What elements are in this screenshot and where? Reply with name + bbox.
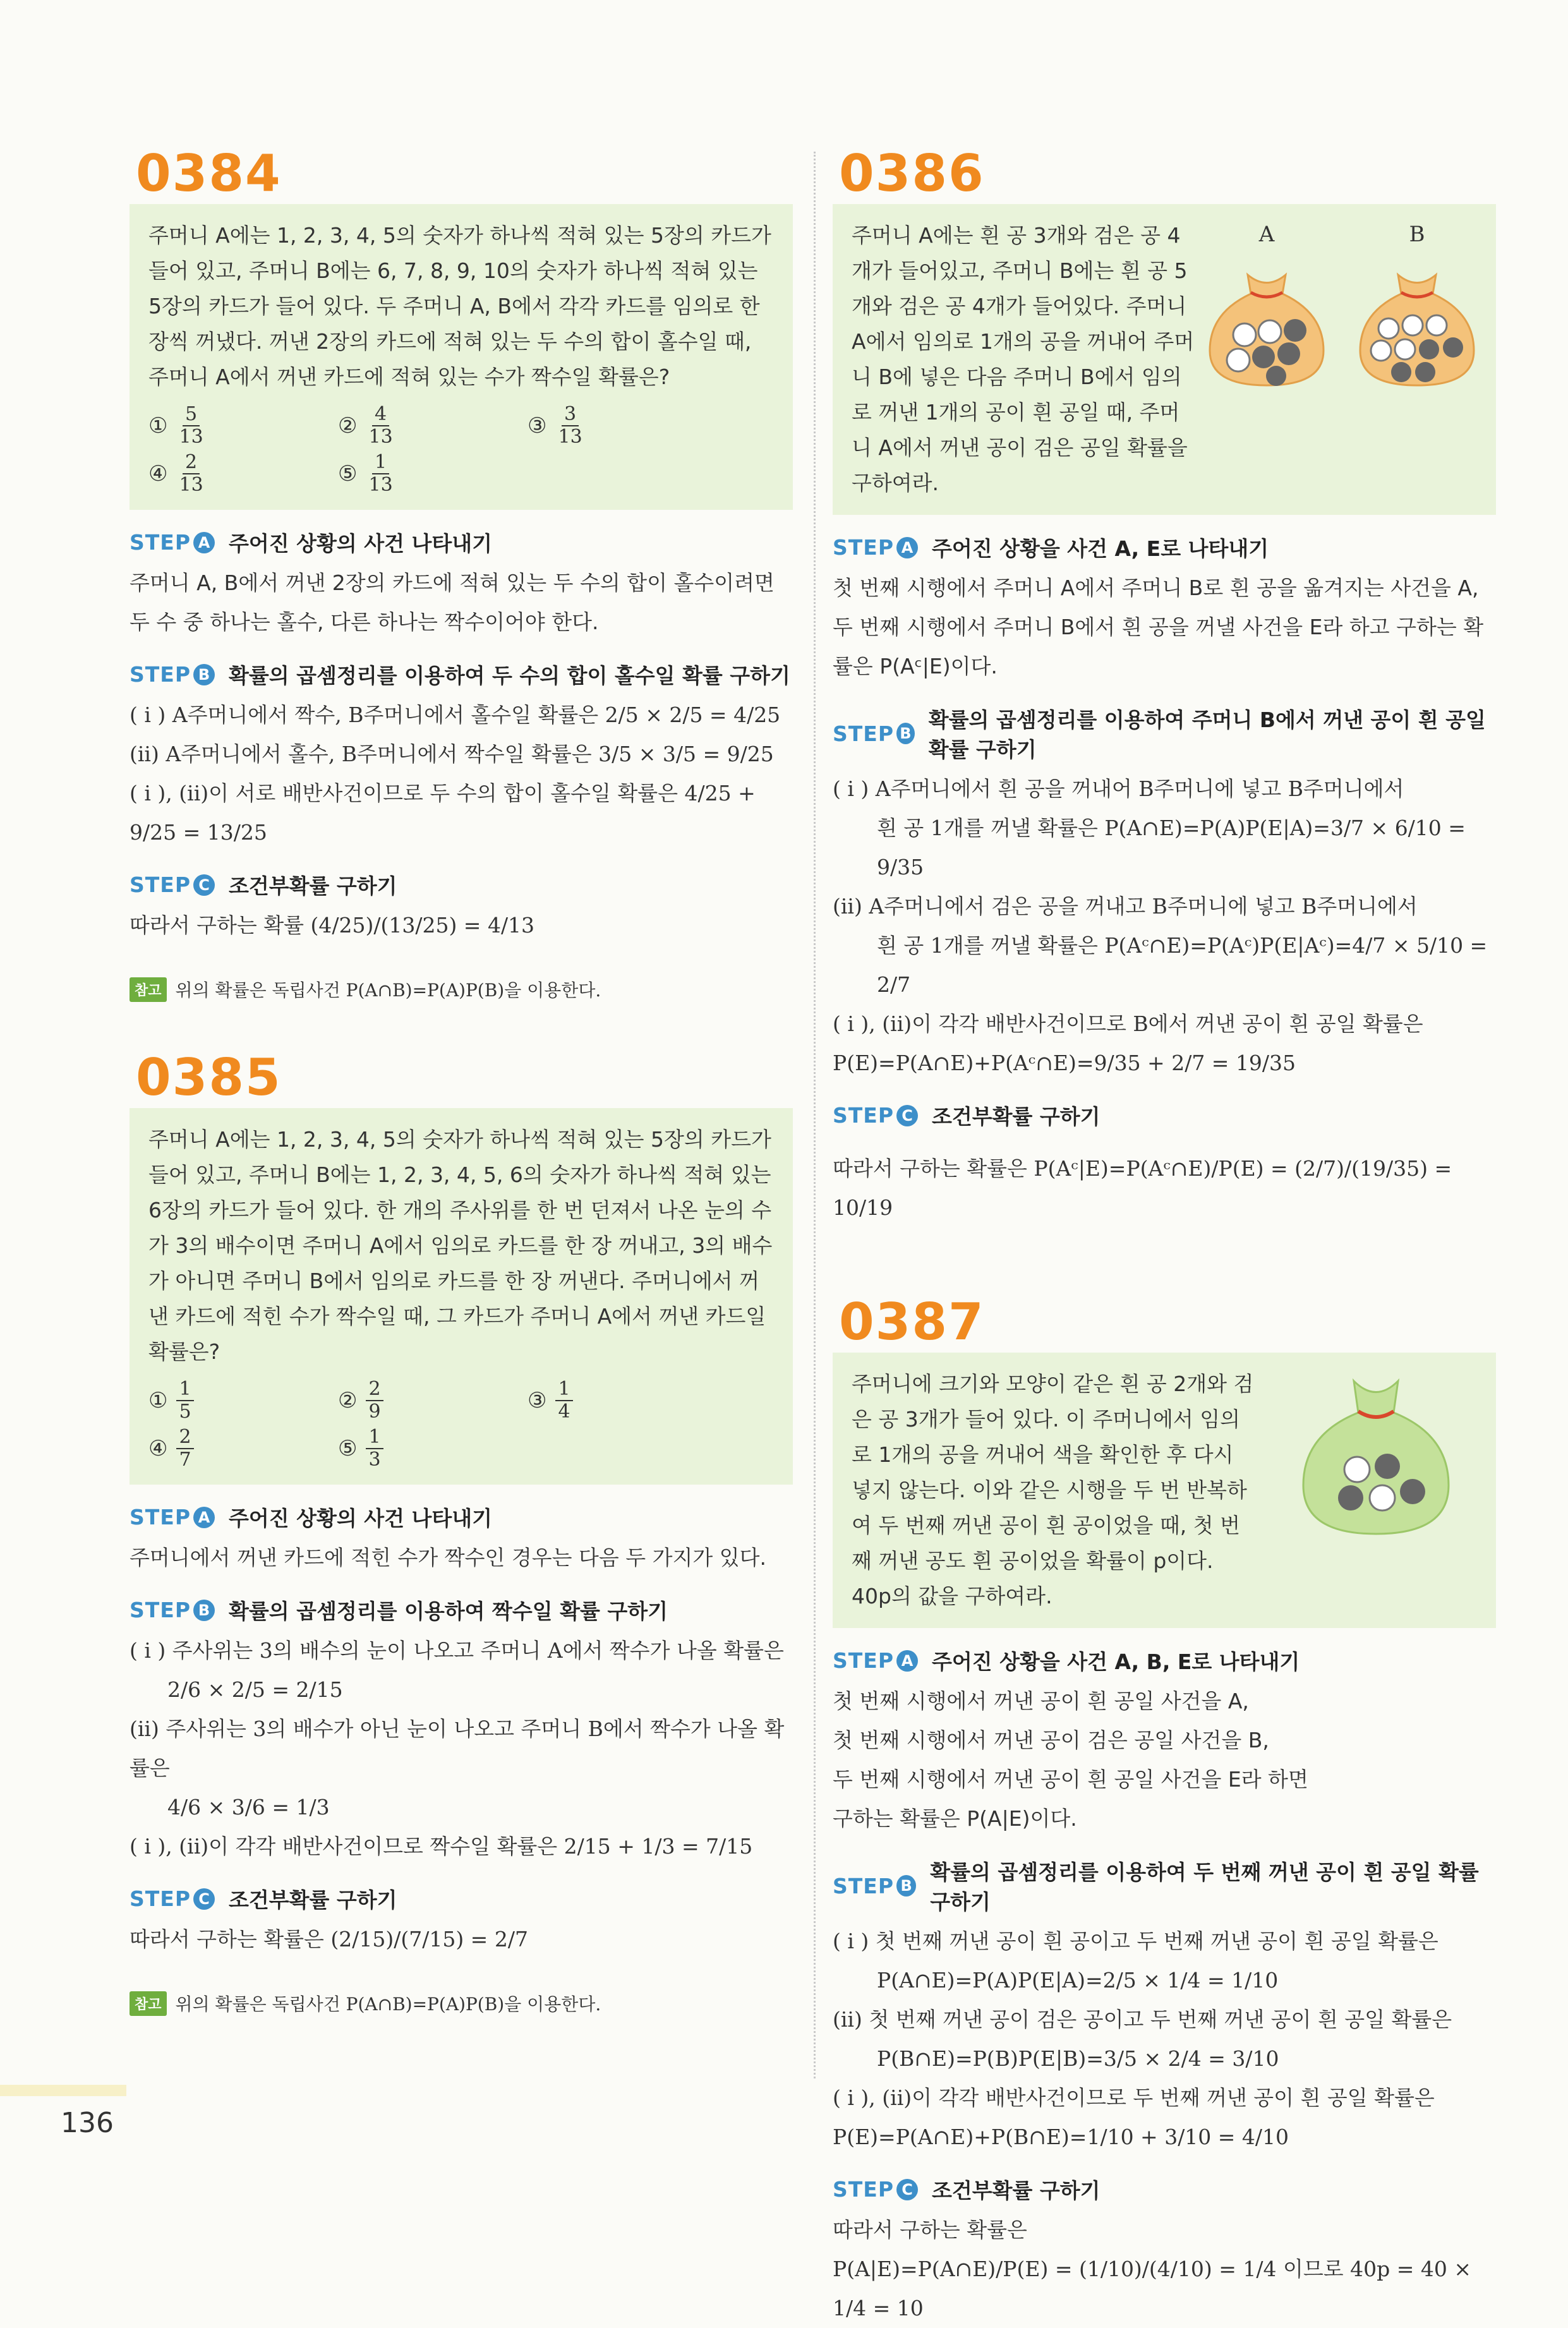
problem-number: 0386 [839, 144, 985, 203]
bag-icon [1294, 1368, 1458, 1539]
question-box [833, 1353, 1496, 1628]
problem-0384 [130, 144, 793, 1002]
choice-2[interactable]: ② $\frac{2}{9}$ [338, 1378, 528, 1423]
reference-note: 참고 위의 확률은 독립사건 P(A∩B)=P(A)P(B)을 이용한다. [130, 977, 793, 1002]
question-text: 주머니 A에는 흰 공 3개와 검은 공 4개가 들어있고, 주머니 B에는 흰 공 5개와 검은 공 4개가 들어있다. 주머니 A에서 임의로 1개의 공을 꺼내어 주머니 B에 넣은 다음 주머니 B에서 임의로 꺼낸 1개의 공이 흰 공일 때, 주머니 A에서 꺼낸 공이 검은 공일 확률을 구하여라. [852, 223, 1195, 495]
problem-0387 [833, 1293, 1496, 2328]
step-a-heading: STEP A 주어진 상황의 사건 나타내기 [130, 530, 493, 556]
step-b-heading: STEP B 확률의 곱셈정리를 이용하여 두 번째 꺼낸 공이 흰 공일 확률 구하기 [833, 1860, 1479, 1914]
question-box [130, 1108, 793, 1485]
question-text: 주머니에 크기와 모양이 같은 흰 공 2개와 검은 공 3개가 들어 있다. 이 주머니에서 임의로 1개의 공을 꺼내어 색을 확인한 후 다시 넣지 않는다. 이와 같은 시행을 두 번 반복하여 두 번째 꺼낸 공이 흰 공이었을 때, 첫 번째 꺼낸 공도 흰 공이었을 확률이 p이다. 40p의 값을 구하여라. [852, 1372, 1254, 1608]
step-a-body: 주머니 A, B에서 꺼낸 2장의 카드에 적혀 있는 두 수의 합이 홀수이려면 두 수 중 하나는 홀수, 다른 하나는 짝수이어야 한다. [130, 570, 775, 634]
step-a-heading: STEP A 주어진 상황을 사건 A, E로 나타내기 [833, 535, 1269, 561]
question-box [833, 204, 1496, 515]
problem-number: 0385 [136, 1048, 282, 1107]
step-a-heading: STEP A 주어진 상황의 사건 나타내기 [130, 1505, 493, 1531]
step-c-body: 따라서 구하는 확률은 P(A|E)=P(A∩E)/P(E) = (1/10)/(4/10) = 1/4 이므로 40p = 40 × 1/4 = 10 [833, 2217, 1472, 2320]
step-c-heading: STEP C 조건부확률 구하기 [833, 2177, 1101, 2203]
choice-1[interactable]: ① $\frac{1}{5}$ [148, 1378, 338, 1423]
step-c-heading: STEP C 조건부확률 구하기 [833, 1103, 1101, 1129]
choice-4[interactable]: ④ $\frac{2}{13}$ [148, 451, 203, 496]
choice-3[interactable]: ③ $\frac{3}{13}$ [528, 403, 582, 448]
step-b-heading: STEP B 확률의 곱셈정리를 이용하여 두 수의 합이 홀수일 확률 구하기 [130, 662, 790, 688]
step-a-body: 첫 번째 시행에서 꺼낸 공이 흰 공일 사건을 A, 첫 번째 시행에서 꺼낸 공이 검은 공일 사건을 B, 두 번째 시행에서 꺼낸 공이 흰 공일 사건을 E라 하면 구하는 확률은 P(A|E)이다. [833, 1689, 1308, 1831]
answer-choices [148, 1378, 774, 1471]
step-c-body: 따라서 구하는 확률은 P(Aᶜ|E)=P(Aᶜ∩E)/P(E) = (2/7)/(19/35) = 10/19 [833, 1156, 1452, 1220]
problem-number: 0387 [839, 1293, 985, 1351]
bag-b-icon [1351, 256, 1483, 389]
step-b-heading: STEP B 확률의 곱셈정리를 이용하여 주머니 B에서 꺼낸 공이 흰 공일 확률 구하기 [833, 708, 1486, 762]
step-c-heading: STEP C 조건부확률 구하기 [130, 872, 397, 898]
bag-illustrations [1294, 1368, 1458, 1539]
step-b-body: ( i ) A주머니에서 흰 공을 꺼내어 B주머니에 넣고 B주머니에서 흰 공 1개를 꺼낼 확률은 P(A∩E)=P(A)P(E|A)=3/7 × 6/10 = 9/35 (ii) A주머니에서 검은 공을 꺼내고 B주머니에 넣고 B주머니에서 흰 공 1개를 꺼낼 확률은 P(Aᶜ∩E)=P(Aᶜ)P(E|Aᶜ)=4/7 × 5/10 = 2/7 ( i ), (ii)이 각각 배반사건이므로 B에서 꺼낸 공이 흰 공일 확률은 P(E)=P(A∩E)+P(Aᶜ∩E)=9/35 + 2/7 = 19/35 [833, 776, 1488, 1075]
choice-5[interactable]: ⑤ $\frac{1}{13}$ [338, 451, 393, 496]
bag-b: B [1351, 217, 1483, 399]
answer-choices [148, 404, 774, 496]
bag-a-icon [1200, 256, 1333, 389]
step-b-body: ( i ) 첫 번째 꺼낸 공이 흰 공이고 두 번째 꺼낸 공이 흰 공일 확률은 P(A∩E)=P(A)P(E|A)=2/5 × 1/4 = 1/10 (ii) 첫 번째 꺼낸 공이 검은 공이고 두 번째 꺼낸 공이 흰 공일 확률은 P(B∩E)=P(B)P(E|B)=3/5 × 2/4 = 3/10 ( i ), (ii)이 각각 배반사건이므로 두 번째 꺼낸 공이 흰 공일 확률은 P(E)=P(A∩E)+P(B∩E)=1/10 + 3/10 = 4/10 [833, 1929, 1452, 2149]
question-text: 주머니 A에는 1, 2, 3, 4, 5의 숫자가 하나씩 적혀 있는 5장의 카드가 들어 있고, 주머니 B에는 6, 7, 8, 9, 10의 숫자가 하나씩 적혀 있는 5장의 카드가 들어 있다. 두 주머니 A, B에서 각각 카드를 임의로 한 장씩 꺼냈다. 꺼낸 2장의 카드에 적혀 있는 두 수의 합이 홀수일 때, 주머니 A에서 꺼낸 카드에 적혀 있는 수가 짝수일 확률은? [148, 223, 771, 389]
step-a-heading: STEP A 주어진 상황을 사건 A, B, E로 나타내기 [833, 1648, 1300, 1674]
step-c-body: 따라서 구하는 확률은 (2/15)/(7/15) = 2/7 [130, 1927, 528, 1951]
bag-a: A [1200, 217, 1333, 399]
page-number: 136 [61, 2107, 114, 2139]
step-c-heading: STEP C 조건부확률 구하기 [130, 1886, 397, 1912]
step-a-body: 첫 번째 시행에서 주머니 A에서 주머니 B로 흰 공을 옮겨지는 사건을 A, 두 번째 시행에서 주머니 B에서 흰 공을 꺼낼 사건을 E라 하고 구하는 확률은 P(Aᶜ|E)이다. [833, 576, 1484, 678]
question-box [130, 204, 793, 510]
page-footer-band [0, 2085, 126, 2096]
problem-number: 0384 [136, 144, 282, 203]
question-text: 주머니 A에는 1, 2, 3, 4, 5의 숫자가 하나씩 적혀 있는 5장의 카드가 들어 있고, 주머니 B에는 1, 2, 3, 4, 5, 6의 숫자가 하나씩 적혀 있는 6장의 카드가 들어 있다. 한 개의 주사위를 한 번 던져서 나온 눈의 수가 3의 배수이면 주머니 A에서 임의로 카드를 한 장 꺼내고, 3의 배수가 아니면 주머니 B에서 임의로 카드를 한 장 꺼낸다. 주머니에서 꺼낸 카드에 적힌 수가 짝수일 때, 그 카드가 주머니 A에서 꺼낸 카드일 확률은? [148, 1127, 773, 1364]
bag-illustrations [1200, 217, 1483, 399]
step-b-body: ( i ) A주머니에서 짝수, B주머니에서 홀수일 확률은 2/5 × 2/5 = 4/25 (ii) A주머니에서 홀수, B주머니에서 짝수일 확률은 3/5 × 3/5 = 9/25 ( i ), (ii)이 서로 배반사건이므로 두 수의 합이 홀수일 확률은 4/25 + 9/25 = 13/25 [130, 703, 781, 845]
step-a-body: 주머니에서 꺼낸 카드에 적힌 수가 짝수인 경우는 다음 두 가지가 있다. [130, 1545, 766, 1570]
choice-2[interactable]: ② $\frac{4}{13}$ [338, 403, 393, 448]
step-b-heading: STEP B 확률의 곱셈정리를 이용하여 짝수일 확률 구하기 [130, 1598, 668, 1624]
choice-5[interactable]: ⑤ $\frac{1}{3}$ [338, 1426, 528, 1471]
choice-3[interactable]: ③ $\frac{1}{4}$ [528, 1378, 717, 1423]
problem-0386 [833, 144, 1496, 1227]
step-b-body: ( i ) 주사위는 3의 배수의 눈이 나오고 주머니 A에서 짝수가 나올 확률은 2/6 × 2/5 = 2/15 (ii) 주사위는 3의 배수가 아닌 눈이 나오고 주머니 B에서 짝수가 나올 확률은 4/6 × 3/6 = 1/3 ( i ), (ii)이 각각 배반사건이므로 짝수일 확률은 2/15 + 1/3 = 7/15 [130, 1638, 785, 1859]
right-column [833, 136, 1496, 2328]
reference-note: 참고 위의 확률은 독립사건 P(A∩B)=P(A)P(B)을 이용한다. [130, 1991, 793, 2016]
column-divider [814, 152, 816, 2078]
choice-4[interactable]: ④ $\frac{2}{7}$ [148, 1426, 338, 1471]
left-column [130, 136, 793, 2016]
step-c-body: 따라서 구하는 확률 (4/25)/(13/25) = 4/13 [130, 913, 535, 938]
choice-1[interactable]: ① $\frac{5}{13}$ [148, 403, 203, 448]
problem-0385 [130, 1048, 793, 2016]
